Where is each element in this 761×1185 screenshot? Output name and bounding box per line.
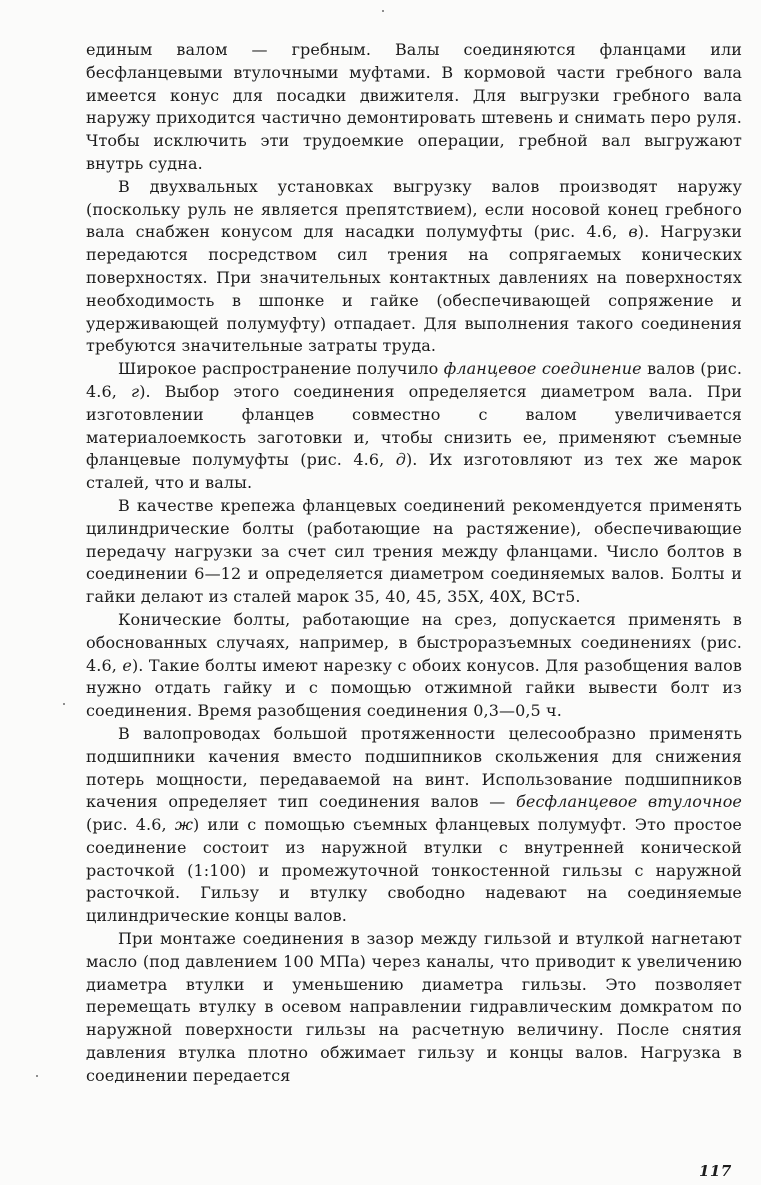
paragraph	[86, 495, 742, 609]
text-run: В двухвальных установках выгрузку валов производят наружу (поскольку руль не является препятствием), если носовой конец гребного вала снабжен конусом для насадки полумуфты (рис. 4.6,	[86, 176, 742, 242]
italic-text-run: фланцевое соединение	[443, 359, 642, 379]
text-run: Конические болты, работающие на срез, допускается применять в обоснованных случаях, например, в быстроразъемных соединениях (рис. 4.6,	[86, 609, 742, 675]
page-number: 117	[699, 1162, 732, 1180]
scan-speck	[36, 1075, 38, 1077]
paragraph	[86, 723, 742, 928]
scan-speck	[382, 10, 384, 12]
text-run: ). Нагрузки передаются посредством сил трения на сопрягаемых конических поверхностях. При значительных контактных давлениях на поверхностях необходимость в шпонке и гайке (обеспечивающей сопряжение и удерживающей полумуфту) отпадает. Для выполнения такого соединения требуются значительные затраты труда.	[86, 222, 743, 356]
text-run: валов (рис. 4.6,	[86, 359, 743, 401]
italic-text-run: г	[131, 381, 140, 401]
body-text	[86, 39, 742, 1088]
text-run: ). Такие болты имеют нарезку с обоих конусов. Для разобщения валов нужно отдать гайку и с помощью отжимной гайки вывести болт из соединения. Время разобщения соединения 0,3—0,5 ч.	[86, 655, 742, 721]
paragraph	[86, 358, 742, 495]
scan-speck	[63, 703, 65, 705]
italic-text-run: д	[395, 450, 406, 470]
italic-text-run: е	[122, 655, 132, 675]
text-run: Широкое распространение получило	[118, 359, 444, 379]
paragraph	[86, 609, 742, 723]
paragraph	[86, 39, 742, 176]
text-run: (рис. 4.6,	[86, 815, 175, 835]
text-run: При монтаже соединения в зазор между гильзой и втулкой нагнетают масло (под давлением 100 МПа) через каналы, что приводит к увеличению диаметра втулки и уменьшению диаметра гильзы. Это позволяет перемещать втулку в осевом направлении гидравлическим домкратом по наружной поверхности гильзы на расчетную величину. После снятия давления втулка плотно обжимает гильзу и концы валов. Нагрузка в соединении передается	[86, 929, 742, 1085]
text-run: В качестве крепежа фланцевых соединений рекомендуется применять цилиндрические болты (работающие на растяжение), обеспечивающие передачу нагрузки за счет сил трения между фланцами. Число болтов в соединении 6—12 и определяется диаметром соединяемых валов. Болты и гайки делают из сталей марок 35, 40, 45, 35Х, 40Х, ВСт5.	[86, 495, 742, 607]
text-run: ). Выбор этого соединения определяется диаметром вала. При изготовлении фланцев совместно с валом увеличивается материалоемкость заготовки и, чтобы снизить ее, применяют съемные фланцевые полумуфты (рис. 4.6,	[86, 381, 742, 470]
text-run: ) или с помощью съемных фланцевых полумуфт. Это простое соединение состоит из наружной втулки с внутренней конической расточкой (1:100) и промежуточной тонкостенной гильзы с наружной расточкой. Гильзу и втулку свободно надевают на соединяемые цилиндрические концы валов.	[86, 815, 742, 926]
italic-text-run: в	[628, 222, 638, 242]
italic-text-run: ж	[174, 815, 194, 835]
italic-text-run: бесфланцевое втулочное	[516, 792, 743, 812]
paragraph	[86, 176, 742, 358]
text-run: В валопроводах большой протяженности целесообразно применять подшипники качения вместо подшипников скольжения для снижения потерь мощности, передаваемой на винт. Использование подшипников качения определяет тип соединения валов —	[86, 723, 742, 812]
paragraph	[86, 928, 742, 1088]
text-run: единым валом — гребным. Валы соединяются фланцами или бесфланцевыми втулочными муфтами. В кормовой части гребного вала имеется конус для посадки движителя. Для выгрузки гребного вала наружу приходится частично демонтировать штевень и снимать перо руля. Чтобы исключить эти трудоемкие операции, гребной вал выгружают внутрь судна.	[86, 40, 742, 173]
text-run: ). Их изготовляют из тех же марок сталей, что и валы.	[86, 450, 742, 493]
